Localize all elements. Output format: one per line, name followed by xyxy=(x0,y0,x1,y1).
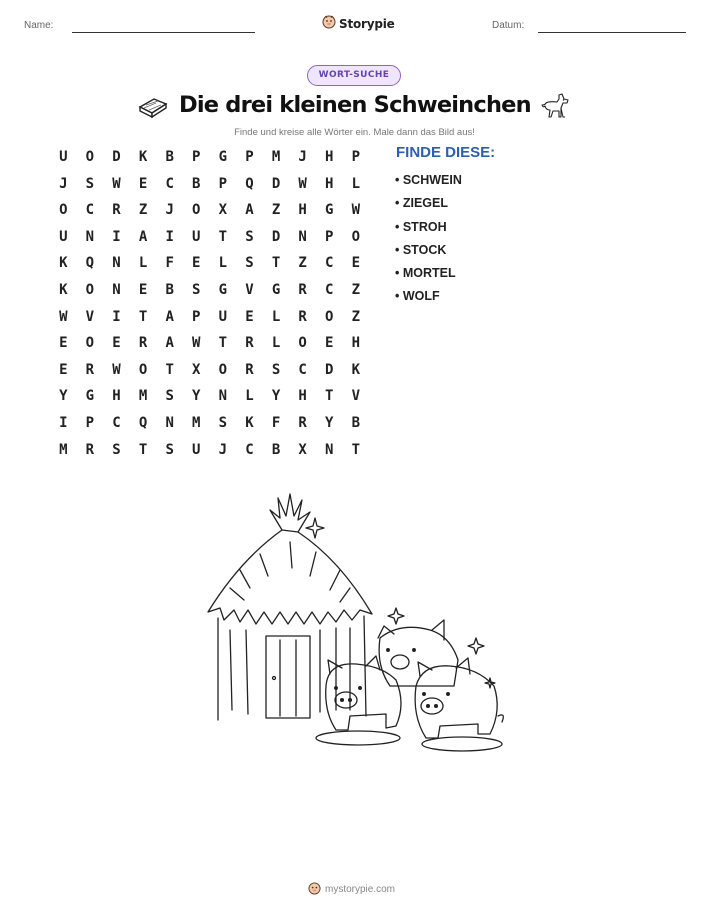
grid-letter[interactable]: Z xyxy=(298,255,307,272)
grid-letter[interactable]: W xyxy=(351,202,361,219)
name-label: Name: xyxy=(24,20,54,31)
grid-letter[interactable]: B xyxy=(192,175,201,192)
footer xyxy=(308,880,395,899)
grid-letter[interactable]: Z xyxy=(138,202,148,219)
grid-letter[interactable]: K xyxy=(59,255,68,272)
grid-letter[interactable]: H xyxy=(351,335,361,352)
footer-url[interactable]: mystorypie.com xyxy=(325,884,396,895)
grid-letter[interactable]: O xyxy=(85,149,95,165)
grid-letter[interactable]: Q xyxy=(138,414,148,431)
list-item: • STROH xyxy=(395,219,447,234)
grid-letter[interactable]: E xyxy=(112,335,121,352)
grid-letter[interactable]: W xyxy=(59,308,68,325)
grid-letter[interactable]: A xyxy=(165,335,174,352)
grid-letter[interactable]: H xyxy=(325,175,334,192)
grid-letter[interactable]: D xyxy=(325,361,334,378)
grid-row xyxy=(50,413,369,440)
grid-letter[interactable]: D xyxy=(112,149,121,165)
grid-letter[interactable]: P xyxy=(351,149,361,165)
grid-row xyxy=(50,386,369,413)
grid-letter[interactable]: P xyxy=(192,308,201,325)
grid-letter[interactable]: P xyxy=(192,149,201,165)
grid-letter[interactable]: K xyxy=(245,414,254,431)
grid-letter[interactable]: O xyxy=(59,202,68,219)
grid-letter[interactable]: J xyxy=(59,175,68,192)
grid-letter[interactable]: T xyxy=(138,441,148,458)
grid-row xyxy=(50,360,369,387)
grid-letter[interactable]: R xyxy=(245,361,254,378)
grid-letter[interactable]: E xyxy=(138,175,148,192)
instructions: Finde und kreise alle Wörter ein. Male dann das Bild aus! xyxy=(234,127,475,138)
grid-letter[interactable]: K xyxy=(138,149,148,165)
grid-letter[interactable]: V xyxy=(351,388,361,405)
grid-letter[interactable]: R xyxy=(138,335,148,352)
grid-letter[interactable]: J xyxy=(298,149,307,165)
grid-letter[interactable]: X xyxy=(218,202,228,219)
grid-letter[interactable]: O xyxy=(325,308,334,325)
grid-letter[interactable]: W xyxy=(298,175,307,192)
grid-letter[interactable]: C xyxy=(165,175,174,192)
grid-row xyxy=(50,200,369,227)
page-title: Die drei kleinen Schweinchen xyxy=(179,92,531,118)
grid-letter[interactable]: N xyxy=(112,255,121,272)
grid-letter[interactable]: S xyxy=(218,414,228,431)
coloring-illustration[interactable] xyxy=(200,490,520,760)
grid-letter[interactable]: T xyxy=(218,335,228,352)
list-item: • MORTEL xyxy=(395,266,456,281)
grid-letter[interactable]: B xyxy=(165,281,174,298)
grid-letter[interactable]: W xyxy=(112,175,121,192)
date-label: Datum: xyxy=(492,20,525,31)
grid-letter[interactable]: Y xyxy=(192,388,201,405)
grid-letter[interactable]: J xyxy=(218,441,228,458)
grid-letter[interactable]: I xyxy=(112,308,121,325)
grid-letter[interactable]: O xyxy=(85,335,95,352)
grid-letter[interactable]: T xyxy=(218,228,228,245)
word-search-badge: WORT-SUCHE xyxy=(307,65,401,86)
grid-letter[interactable]: G xyxy=(325,202,334,219)
grid-row xyxy=(50,440,369,467)
grid-letter[interactable]: T xyxy=(351,441,361,458)
grid-letter[interactable]: O xyxy=(85,281,95,298)
grid-letter[interactable]: I xyxy=(112,228,121,245)
grid-letter[interactable]: A xyxy=(245,202,254,219)
grid-letter[interactable]: B xyxy=(165,149,174,165)
grid-letter[interactable]: N xyxy=(165,414,174,431)
grid-row xyxy=(50,307,369,334)
grid-letter[interactable]: B xyxy=(351,414,361,431)
grid-letter[interactable]: D xyxy=(271,175,281,192)
grid-letter[interactable]: I xyxy=(59,414,68,431)
grid-letter[interactable]: R xyxy=(85,441,95,458)
grid-row xyxy=(50,174,369,201)
grid-letter[interactable]: I xyxy=(165,228,174,245)
grid-letter[interactable]: E xyxy=(351,255,361,272)
grid-letter[interactable]: O xyxy=(351,228,361,245)
grid-letter[interactable]: P xyxy=(245,149,254,165)
grid-letter[interactable]: L xyxy=(271,308,281,325)
grid-letter[interactable]: O xyxy=(192,202,201,219)
grid-letter[interactable]: C xyxy=(112,414,121,431)
grid-letter[interactable]: X xyxy=(298,441,307,458)
grid-letter[interactable]: E xyxy=(59,361,68,378)
grid-letter[interactable]: V xyxy=(245,281,254,298)
name-line[interactable] xyxy=(72,32,255,33)
grid-letter[interactable]: C xyxy=(325,281,334,298)
grid-letter[interactable]: C xyxy=(325,255,334,272)
grid-letter[interactable]: U xyxy=(59,149,68,165)
grid-letter[interactable]: A xyxy=(138,228,148,245)
grid-letter[interactable]: T xyxy=(165,361,174,378)
grid-letter[interactable]: H xyxy=(298,388,307,405)
grid-letter[interactable]: R xyxy=(245,335,254,352)
date-line[interactable] xyxy=(538,32,686,33)
grid-letter[interactable]: N xyxy=(85,228,95,245)
grid-letter[interactable]: T xyxy=(271,255,281,272)
grid-letter[interactable]: E xyxy=(138,281,148,298)
list-item: • ZIEGEL xyxy=(395,196,448,211)
grid-letter[interactable]: U xyxy=(192,228,201,245)
grid-letter[interactable]: V xyxy=(85,308,95,325)
grid-letter[interactable]: X xyxy=(192,361,201,378)
grid-letter[interactable]: P xyxy=(218,175,228,192)
storypie-logo-icon xyxy=(308,880,321,899)
grid-letter[interactable]: C xyxy=(85,202,95,219)
brand-name: Storypie xyxy=(339,16,395,31)
brand-logo xyxy=(322,14,395,33)
grid-letter[interactable]: Z xyxy=(351,281,361,298)
grid-letter[interactable]: W xyxy=(112,361,121,378)
storypie-logo-icon xyxy=(322,14,336,33)
grid-letter[interactable]: U xyxy=(218,308,228,325)
grid-letter[interactable]: U xyxy=(59,228,68,245)
grid-letter[interactable]: Z xyxy=(351,308,361,325)
grid-letter[interactable]: H xyxy=(112,388,121,405)
grid-letter[interactable]: E xyxy=(192,255,201,272)
grid-letter[interactable]: G xyxy=(271,281,281,298)
grid-letter[interactable]: N xyxy=(112,281,121,298)
grid-row xyxy=(50,280,369,307)
list-item: • STOCK xyxy=(395,242,447,257)
grid-letter[interactable]: R xyxy=(298,308,307,325)
grid-letter[interactable]: M xyxy=(271,149,281,165)
grid-letter[interactable]: S xyxy=(85,175,95,192)
brick-icon xyxy=(138,95,168,123)
grid-letter[interactable]: T xyxy=(325,388,334,405)
grid-letter[interactable]: B xyxy=(271,441,281,458)
grid-letter[interactable]: G xyxy=(218,149,228,165)
grid-letter[interactable]: N xyxy=(298,228,307,245)
grid-letter[interactable]: R xyxy=(112,202,121,219)
grid-row xyxy=(50,333,369,360)
grid-letter[interactable]: D xyxy=(271,228,281,245)
grid-letter[interactable]: Y xyxy=(271,388,281,405)
grid-letter[interactable]: L xyxy=(138,255,148,272)
word-list xyxy=(395,171,462,311)
grid-letter[interactable]: N xyxy=(218,388,228,405)
grid-letter[interactable]: H xyxy=(298,202,307,219)
grid-letter[interactable]: R xyxy=(298,281,307,298)
grid-letter[interactable]: G xyxy=(85,388,95,405)
grid-letter[interactable]: Y xyxy=(325,414,334,431)
grid-letter[interactable]: S xyxy=(245,228,254,245)
grid-letter[interactable]: L xyxy=(245,388,254,405)
list-item: • WOLF xyxy=(395,289,440,304)
grid-letter[interactable]: R xyxy=(85,361,95,378)
grid-letter[interactable]: S xyxy=(245,255,254,272)
grid-letter[interactable]: S xyxy=(112,441,121,458)
grid-letter[interactable]: M xyxy=(192,414,201,431)
grid-letter[interactable]: S xyxy=(271,361,281,378)
grid-letter[interactable]: J xyxy=(165,202,174,219)
grid-letter[interactable]: E xyxy=(245,308,254,325)
grid-row xyxy=(50,227,369,254)
grid-letter[interactable]: C xyxy=(298,361,307,378)
grid-letter[interactable]: U xyxy=(192,441,201,458)
grid-letter[interactable]: R xyxy=(298,414,307,431)
list-item: • SCHWEIN xyxy=(395,173,462,187)
grid-letter[interactable]: G xyxy=(218,281,228,298)
grid-letter[interactable]: L xyxy=(351,175,361,192)
grid-letter[interactable]: K xyxy=(351,361,361,378)
grid-letter[interactable]: F xyxy=(271,414,281,431)
grid-letter[interactable]: Y xyxy=(59,388,68,405)
grid-letter[interactable]: Q xyxy=(245,175,254,192)
grid-row xyxy=(50,253,369,280)
grid-letter[interactable]: P xyxy=(325,228,334,245)
grid-letter[interactable]: Z xyxy=(271,202,281,219)
grid-letter[interactable]: Q xyxy=(85,255,95,272)
grid-letter[interactable]: S xyxy=(165,388,174,405)
grid-letter[interactable]: P xyxy=(85,414,95,431)
grid-letter[interactable]: K xyxy=(59,281,68,298)
grid-letter[interactable]: L xyxy=(218,255,228,272)
wolf-icon xyxy=(540,90,574,128)
grid-letter[interactable]: S xyxy=(192,281,201,298)
grid-letter[interactable]: N xyxy=(325,441,334,458)
word-search-grid[interactable] xyxy=(50,147,369,466)
grid-letter[interactable]: F xyxy=(165,255,174,272)
grid-letter[interactable]: A xyxy=(165,308,174,325)
grid-letter[interactable]: O xyxy=(218,361,228,378)
grid-letter[interactable]: W xyxy=(192,335,201,352)
word-list-title: FINDE DIESE: xyxy=(396,144,496,161)
grid-letter[interactable]: M xyxy=(138,388,148,405)
grid-letter[interactable]: O xyxy=(298,335,307,352)
grid-letter[interactable]: H xyxy=(325,149,334,165)
grid-row xyxy=(50,147,369,174)
grid-letter[interactable]: L xyxy=(271,335,281,352)
grid-letter[interactable]: M xyxy=(59,441,68,458)
grid-letter[interactable]: C xyxy=(245,441,254,458)
grid-letter[interactable]: E xyxy=(325,335,334,352)
grid-letter[interactable]: O xyxy=(138,361,148,378)
grid-letter[interactable]: S xyxy=(165,441,174,458)
grid-letter[interactable]: T xyxy=(138,308,148,325)
grid-letter[interactable]: E xyxy=(59,335,68,352)
